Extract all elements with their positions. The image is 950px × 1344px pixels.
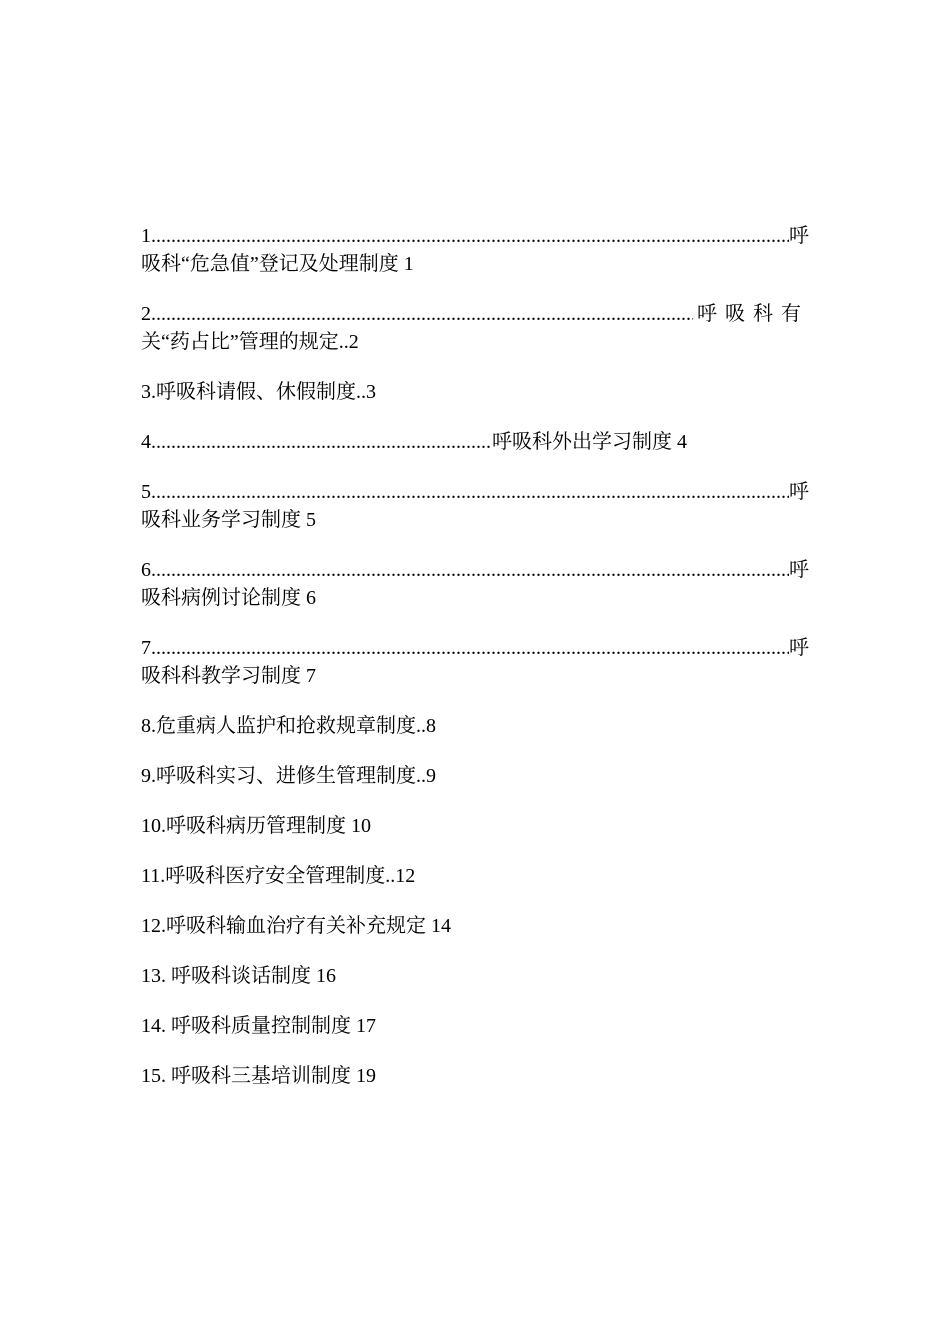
toc-title: 13. 呼吸科谈话制度 16: [141, 965, 336, 987]
toc-entry-14[interactable]: [141, 1012, 809, 1040]
toc-entry-11[interactable]: [141, 862, 809, 890]
toc-entry-13[interactable]: [141, 962, 809, 990]
toc-entry-1[interactable]: [141, 222, 809, 278]
dot-leader: [151, 222, 789, 250]
toc-title-rest: 关“药占比”管理的规定..2: [141, 331, 359, 353]
dot-leader: [151, 556, 789, 584]
table-of-contents: [141, 222, 809, 1112]
toc-number: 2: [141, 303, 151, 325]
toc-number: 1: [141, 225, 151, 247]
toc-entry-6[interactable]: [141, 556, 809, 612]
toc-entry-9[interactable]: [141, 762, 809, 790]
toc-title-start: 呼: [789, 637, 809, 659]
toc-title-start: 呼: [789, 225, 809, 247]
toc-title: 3.呼吸科请假、休假制度..3: [141, 381, 376, 403]
toc-title: 14. 呼吸科质量控制制度 17: [141, 1015, 376, 1037]
toc-title-rest: 吸科“危急值”登记及处理制度 1: [141, 253, 414, 275]
dot-leader: [151, 428, 492, 456]
toc-entry-7[interactable]: [141, 634, 809, 690]
toc-number: 4: [141, 431, 151, 453]
dot-leader: [151, 478, 789, 506]
toc-title: 15. 呼吸科三基培训制度 19: [141, 1065, 376, 1087]
toc-title-rest: 吸科科教学习制度 7: [141, 665, 316, 687]
toc-number: 5: [141, 481, 151, 503]
toc-entry-8[interactable]: [141, 712, 809, 740]
toc-title: 9.呼吸科实习、进修生管理制度..9: [141, 765, 436, 787]
toc-title-rest: 吸科病例讨论制度 6: [141, 587, 316, 609]
toc-entry-2[interactable]: [141, 300, 809, 356]
dot-leader: [151, 634, 789, 662]
toc-title: 8.危重病人监护和抢救规章制度..8: [141, 715, 436, 737]
toc-entry-5[interactable]: [141, 478, 809, 534]
toc-entry-15[interactable]: [141, 1062, 809, 1090]
toc-number: 6: [141, 559, 151, 581]
toc-title-start: 呼: [789, 481, 809, 503]
toc-title: 呼吸科外出学习制度 4: [492, 431, 687, 453]
toc-title: 12.呼吸科输血治疗有关补充规定 14: [141, 915, 451, 937]
toc-title: 11.呼吸科医疗安全管理制度..12: [141, 865, 416, 887]
toc-title: 10.呼吸科病历管理制度 10: [141, 815, 371, 837]
toc-title-start: 呼吸科有: [697, 303, 809, 325]
dot-leader: [151, 300, 693, 328]
toc-entry-4[interactable]: [141, 428, 809, 456]
toc-entry-3[interactable]: [141, 378, 809, 406]
toc-entry-10[interactable]: [141, 812, 809, 840]
toc-number: 7: [141, 637, 151, 659]
toc-title-rest: 吸科业务学习制度 5: [141, 509, 316, 531]
toc-title-start: 呼: [789, 559, 809, 581]
toc-entry-12[interactable]: [141, 912, 809, 940]
